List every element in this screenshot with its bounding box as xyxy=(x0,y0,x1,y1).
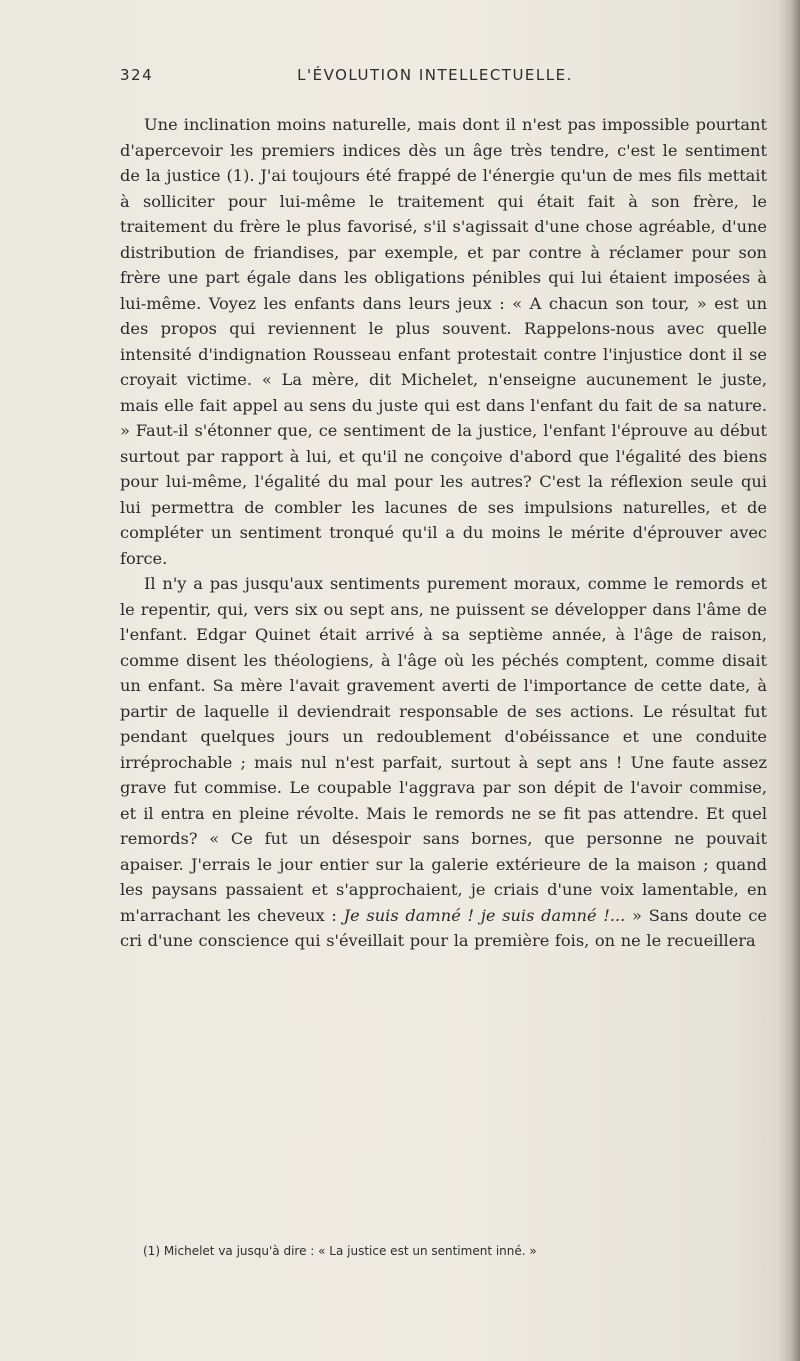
page-number: 324 xyxy=(120,66,154,84)
running-head: L'ÉVOLUTION INTELLECTUELLE. xyxy=(297,66,573,84)
italic-quote: Je suis damné ! je suis damné !... xyxy=(343,905,626,925)
paragraph-text: Il n'y a pas jusqu'aux sentiments purement moraux, comme le remords et le repentir, qui, vers six ou sept ans, ne puissent se développer dans l'âme de l'enfant. Edgar Quinet était arrivé à sa septième année, à l'âge de raison, comme disent les théologiens, à l'âge où les péchés comptent, comme disait un enfant. Sa mère l'avait gravement averti de l'importance de cette date, à partir de laquelle il deviendrait responsable de ses actions. Le résultat fut pendant quelques jours un redoublement d'obéissance et une conduite irréprochable ; mais nul n'est parfait, surtout à sept ans ! Une faute assez grave fut commise. Le coupable l'aggrava par son dépit de l'avoir commise, et il entra en pleine révolte. Mais le remords ne se fit pas attendre. Et quel remords? « Ce fut un désespoir sans bornes, que personne ne pouvait apaiser. J'errais le jour entier sur la galerie extérieure de la maison ; quand les paysans passaient et s'approchaient, je criais d'une voix lamentable, en m'arrachant les cheveux : xyxy=(120,574,767,925)
paragraph-justice: Une inclination moins naturelle, mais dont il n'est pas impossible pourtant d'apercevoir les premiers indices dès un âge très tendre, c'est le sentiment de la justice (1). J'ai toujours été frappé de l'énergie qu'un de mes fils mettait à solliciter pour lui-même le traitement qui était fait à son frère, le traitement du frère le plus favorisé, s'il s'agissait d'une chose agréable, d'une distribution de friandises, par exemple, et par contre à réclamer pour son frère une part égale dans les obligations pénibles qui lui étaient imposées à lui-même. Voyez les enfants dans leurs jeux : « A chacun son tour, » est un des propos qui reviennent le plus souvent. Rappelons-nous avec quelle intensité d'indignation Rousseau enfant protestait contre l'injustice dont il se croyait victime. « La mère, dit Michelet, n'enseigne aucunement le juste, mais elle fait appel au sens du juste qui est dans l'enfant du fait de sa nature. » Faut-il s'étonner que, ce sentiment de la justice, l'enfant l'éprouve au début surtout par rapport à lui, et qu'il ne conçoive d'abord que l'égalité des biens pour lui-même, l'égalité du mal pour les autres? C'est la réflexion seule qui lui permettra de combler les lacunes de ses impulsions naturelles, et de compléter un sentiment tronqué qu'il a du moins le mérite d'éprouver avec force. xyxy=(120,115,767,568)
body-text xyxy=(120,112,767,954)
page-edge-shadow xyxy=(778,0,800,1361)
paragraph-remords xyxy=(120,571,767,954)
paragraph-text-end: » Sans doute ce cri d'une conscience qui s'éveillait pour la première fois, on ne le recueillera xyxy=(120,905,767,950)
page-header xyxy=(120,66,750,90)
footnote: (1) Michelet va jusqu'à dire : « La justice est un sentiment inné. » xyxy=(143,1244,537,1258)
